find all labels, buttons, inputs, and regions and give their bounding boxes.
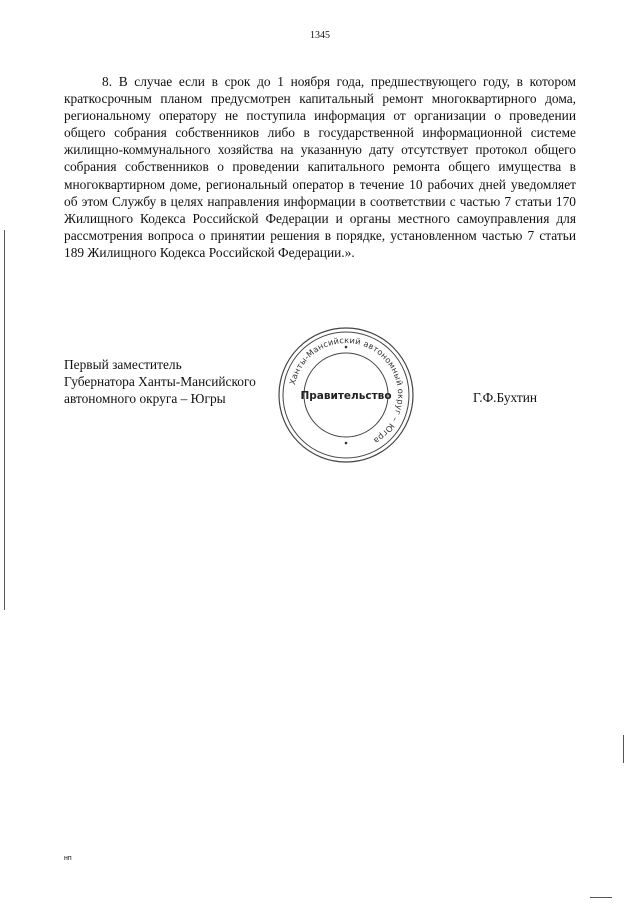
signer-position: [64, 356, 256, 407]
signer-position-line: Первый заместитель: [64, 357, 182, 372]
seal-star-icon: [345, 442, 348, 445]
official-seal-stamp: [276, 325, 416, 465]
scan-artifact-line: [4, 230, 5, 610]
scan-artifact-line: [623, 735, 624, 763]
seal-star-icon: [345, 346, 348, 349]
scan-artifact-line: [590, 897, 612, 898]
signer-position-line: автономного округа – Югры: [64, 391, 226, 406]
seal-ring-text: Ханты-Мансийский автономный округ – Югра: [287, 334, 407, 447]
signer-name: Г.Ф.Бухтин: [473, 390, 538, 405]
page-number: 1345: [310, 30, 330, 41]
signer-position-line: Губернатора Ханты-Мансийского: [64, 374, 256, 389]
footer-mark: нп: [64, 855, 72, 862]
seal-center-text: Правительство: [300, 390, 392, 402]
body-paragraph: 8. В случае если в срок до 1 ноября года, предшествующего году, в котором краткосрочным планом предусмотрен капитальный ремонт многоквартирного дома, региональному оператору не поступила информация от организации о проведении общего собрания собственников либо в государственной информационной системе жилищно-коммунального хозяйства на указанную дату отсутствует протокол общего собрания собственников о проведении капитального ремонта общего имущества в многоквартирном доме, региональный оператор в течение 10 рабочих дней уведомляет об этом Службу в целях направления информации в соответствии с частью 7 статьи 170 Жилищного Кодекса Российской Федерации и органы местного самоуправления для рассмотрения вопроса о принятии решения в порядке, установленном частью 7 статьи 189 Жилищного Кодекса Российской Федерации.».: [64, 74, 576, 260]
